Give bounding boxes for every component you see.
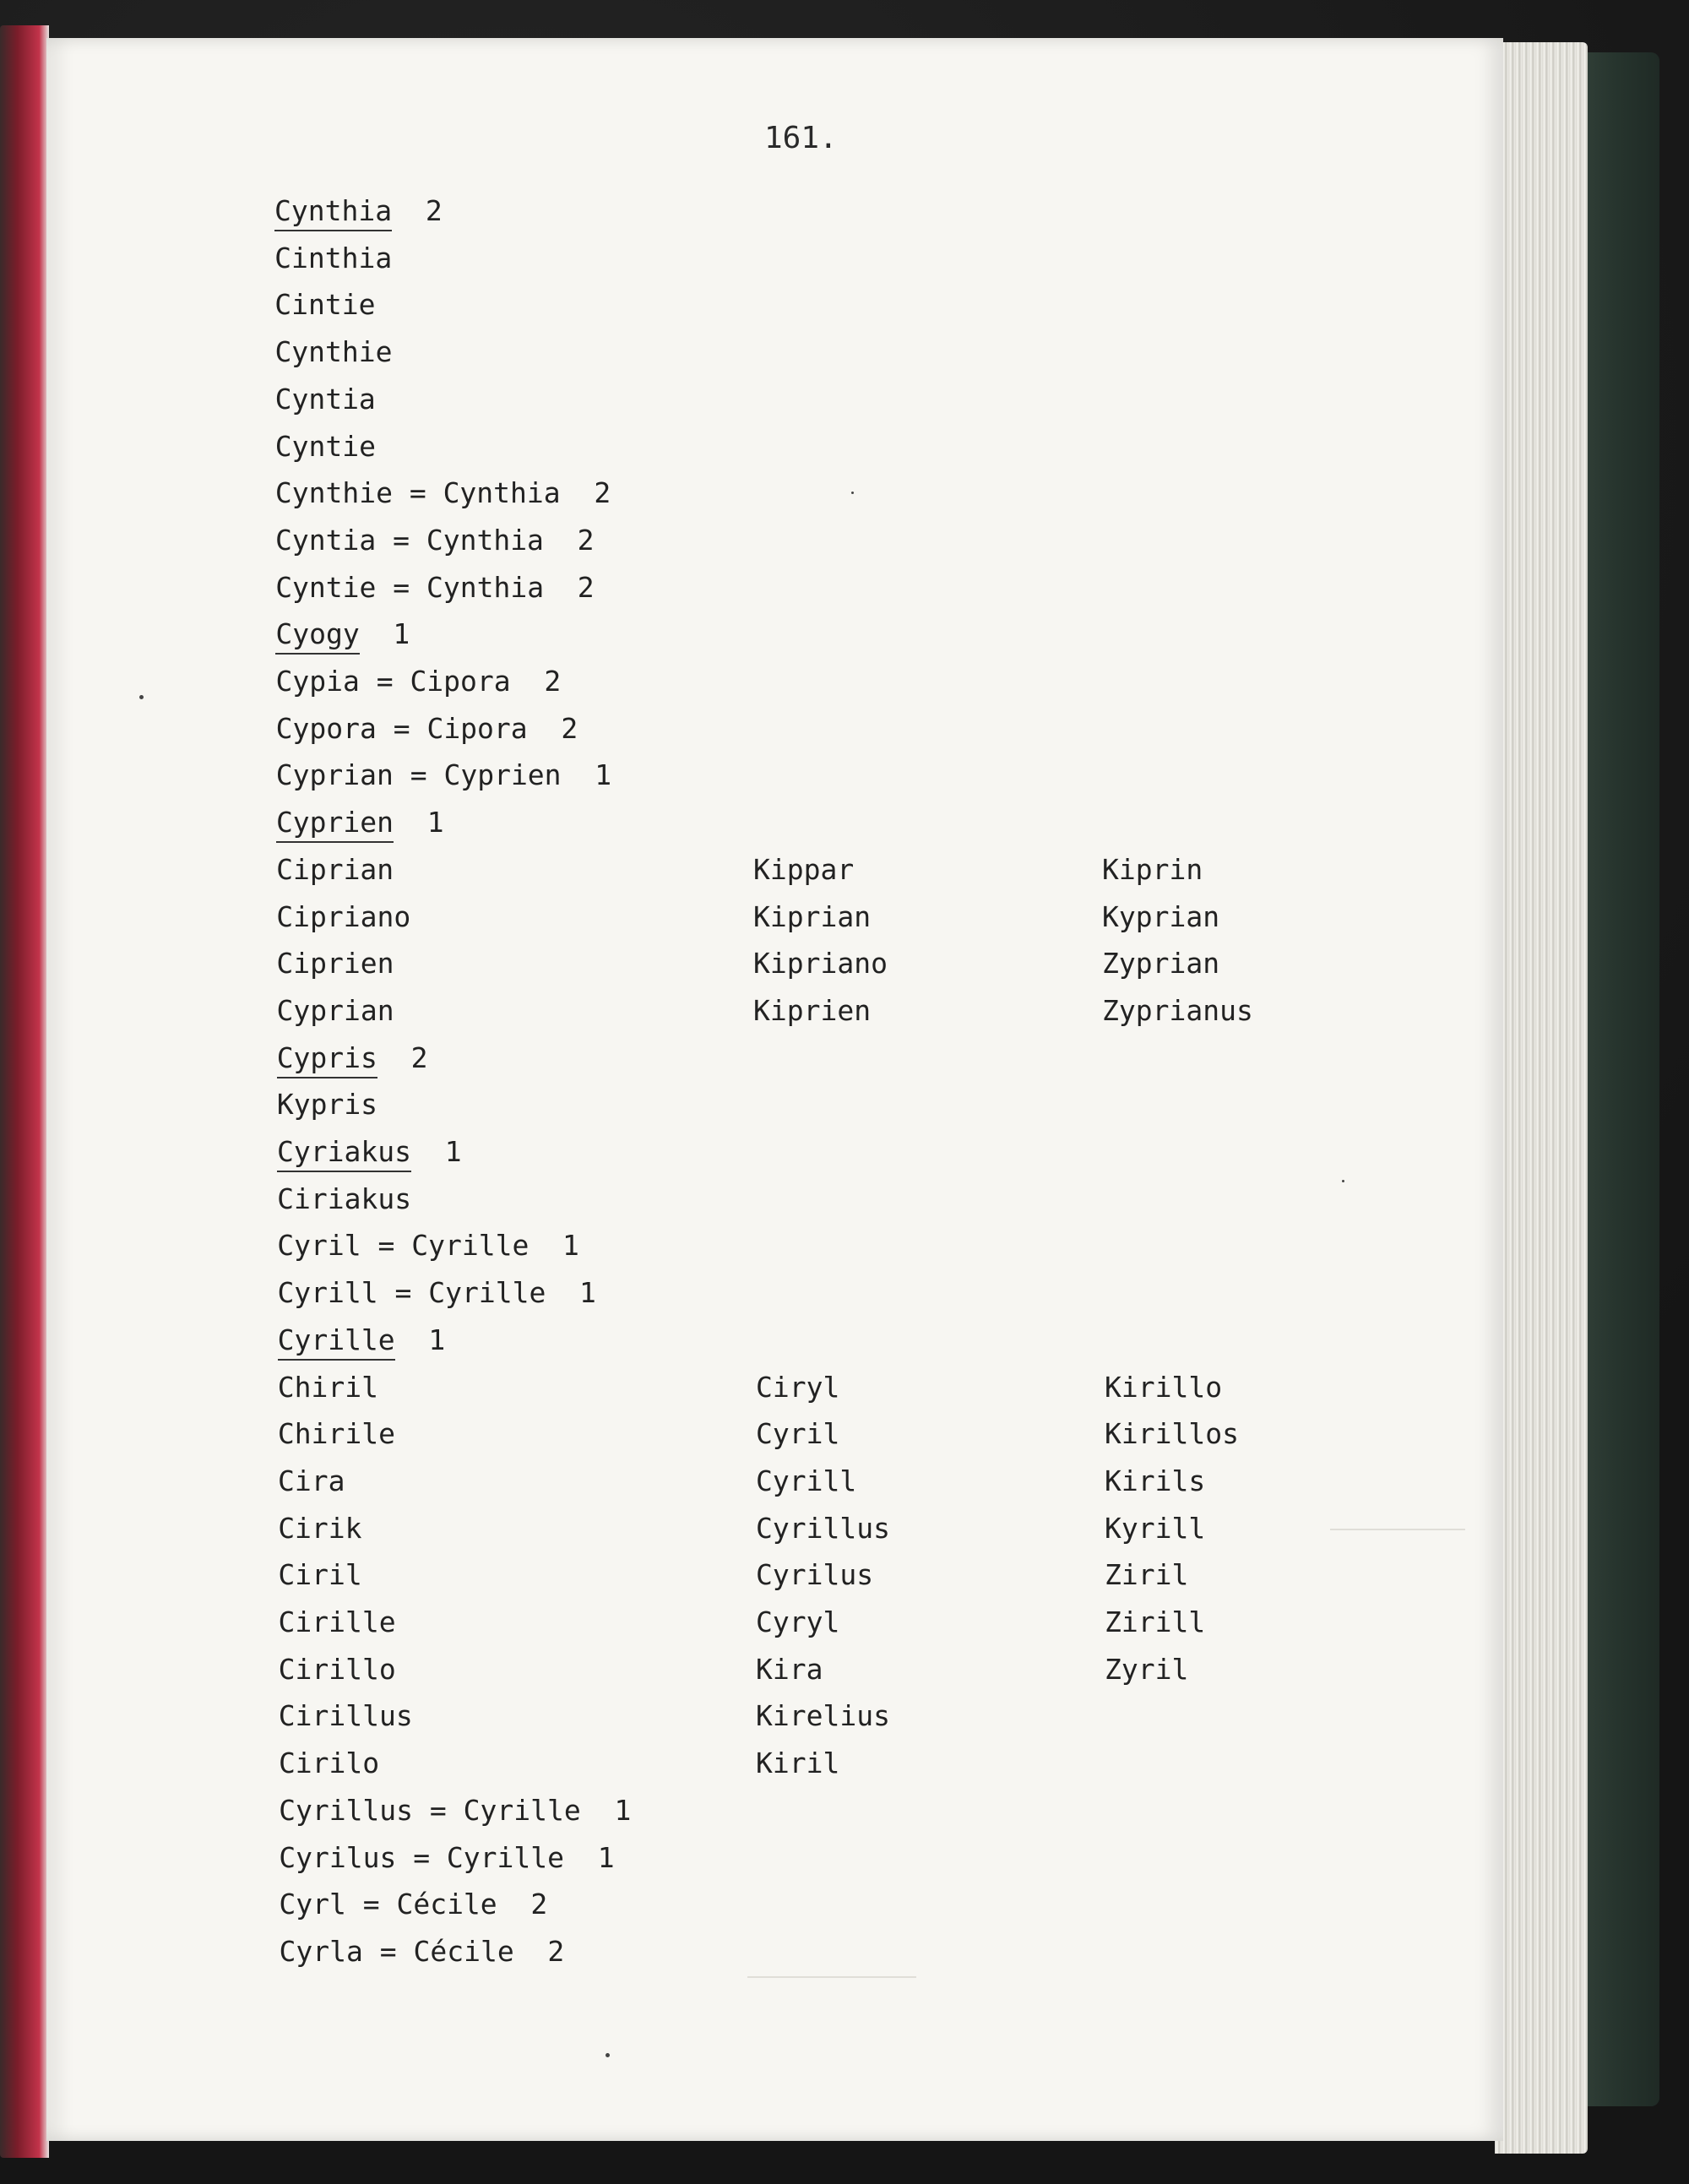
entry-line: Chirile	[277, 1417, 395, 1451]
stray-dot	[1342, 1180, 1344, 1182]
entry-line: Cyrl = Cécile 2	[279, 1888, 548, 1921]
entry-count: 1	[359, 617, 410, 651]
show-through-mark	[1330, 1529, 1465, 1530]
entry-count: 1	[394, 1323, 446, 1356]
variant-name: Cyril	[756, 1417, 840, 1451]
entry-line: Cyril = Cyrille 1	[277, 1229, 579, 1263]
variant-name: Kirillo	[1105, 1370, 1223, 1404]
entry-line: Cynthie	[274, 335, 393, 369]
variant-name: Cyrill	[756, 1464, 857, 1497]
variant-name: Kiprian	[753, 899, 872, 933]
entry-line: Cyntie	[274, 429, 376, 463]
entry-heading	[276, 1040, 428, 1074]
entry-line: Cinthia	[274, 241, 393, 274]
entry-line: Cirik	[278, 1511, 362, 1545]
entry-headword: Cypris	[277, 1041, 377, 1078]
variant-name: Cyryl	[756, 1605, 840, 1638]
page-edge-stack	[1495, 42, 1588, 2154]
variant-name: Kippar	[753, 852, 855, 886]
show-through-mark	[747, 1976, 916, 1978]
stray-dot	[851, 492, 854, 494]
entry-count: 1	[410, 1135, 462, 1168]
entry-count: 2	[392, 194, 443, 227]
variant-name: Kirils	[1105, 1464, 1206, 1497]
variant-name: Kiprien	[753, 993, 872, 1027]
entry-line: Cirilo	[278, 1747, 380, 1780]
entry-heading	[275, 806, 444, 839]
variant-name: Kirillos	[1105, 1417, 1239, 1451]
entry-count: 1	[394, 806, 444, 839]
entry-line: Cypia = Cipora 2	[275, 665, 562, 698]
entry-line: Cyntia	[274, 382, 376, 416]
entry-line: Ciril	[278, 1558, 362, 1592]
variant-name: Kira	[756, 1652, 823, 1686]
variant-name: Cyrillus	[756, 1511, 890, 1545]
entry-headword: Cynthia	[274, 194, 392, 231]
variant-name: Ziril	[1105, 1558, 1189, 1592]
entry-line: Chiril	[277, 1370, 378, 1404]
entry-line: Cypora = Cipora 2	[275, 711, 578, 745]
entry-line: Cyntie = Cynthia 2	[275, 570, 595, 604]
entry-line: Cyprian = Cyprien 1	[275, 758, 612, 792]
entry-line: Cyrilus = Cyrille 1	[279, 1840, 615, 1874]
entry-count: 2	[377, 1040, 428, 1074]
entry-line: Kypris	[276, 1088, 378, 1122]
variant-name: Zirill	[1105, 1605, 1206, 1638]
entry-line: Ciprien	[276, 947, 394, 981]
entry-line: Cyprian	[276, 993, 394, 1027]
stray-dot	[139, 695, 144, 699]
variant-name: Kipriano	[753, 947, 888, 981]
variant-name: Zyprianus	[1102, 993, 1253, 1027]
entry-line: Cynthie = Cynthia 2	[274, 476, 611, 510]
entry-line: Cintie	[274, 288, 376, 322]
entry-heading	[274, 194, 443, 227]
entry-line: Cipriano	[276, 899, 411, 933]
entry-heading	[277, 1323, 446, 1356]
entry-heading	[275, 617, 410, 651]
entry-line: Cirillus	[278, 1699, 413, 1733]
document-page	[46, 38, 1503, 2141]
entry-line: Cyntia = Cynthia 2	[275, 523, 595, 557]
stray-dot	[606, 2053, 610, 2057]
variant-name: Ciryl	[756, 1370, 840, 1404]
entry-line: Cirille	[278, 1605, 396, 1638]
entry-headword: Cyrille	[278, 1323, 395, 1361]
variant-name: Zyprian	[1102, 947, 1220, 981]
entry-heading	[277, 1135, 462, 1168]
entry-line: Cyrla = Cécile 2	[279, 1934, 565, 1968]
entry-line: Ciprian	[276, 852, 394, 886]
entry-line: Cirillo	[278, 1652, 396, 1686]
variant-name: Kiprin	[1102, 852, 1203, 886]
entry-headword: Cyogy	[275, 617, 359, 655]
variant-name: Kiril	[756, 1747, 840, 1780]
variant-name: Kyprian	[1102, 899, 1220, 933]
entry-line: Cira	[278, 1464, 345, 1497]
variant-name: Kirelius	[756, 1699, 890, 1733]
variant-name: Zyril	[1105, 1652, 1189, 1686]
page-number: 161.	[764, 121, 838, 155]
variant-name: Kyrill	[1105, 1511, 1206, 1545]
entry-line: Cyrillus = Cyrille 1	[279, 1793, 632, 1827]
entry-line: Cyrill = Cyrille 1	[277, 1276, 596, 1310]
entry-headword: Cyprien	[276, 806, 394, 843]
book-cover-left	[0, 25, 49, 2158]
entry-headword: Cyriakus	[277, 1135, 411, 1172]
entry-line: Ciriakus	[277, 1182, 412, 1215]
variant-name: Cyrilus	[756, 1558, 874, 1592]
